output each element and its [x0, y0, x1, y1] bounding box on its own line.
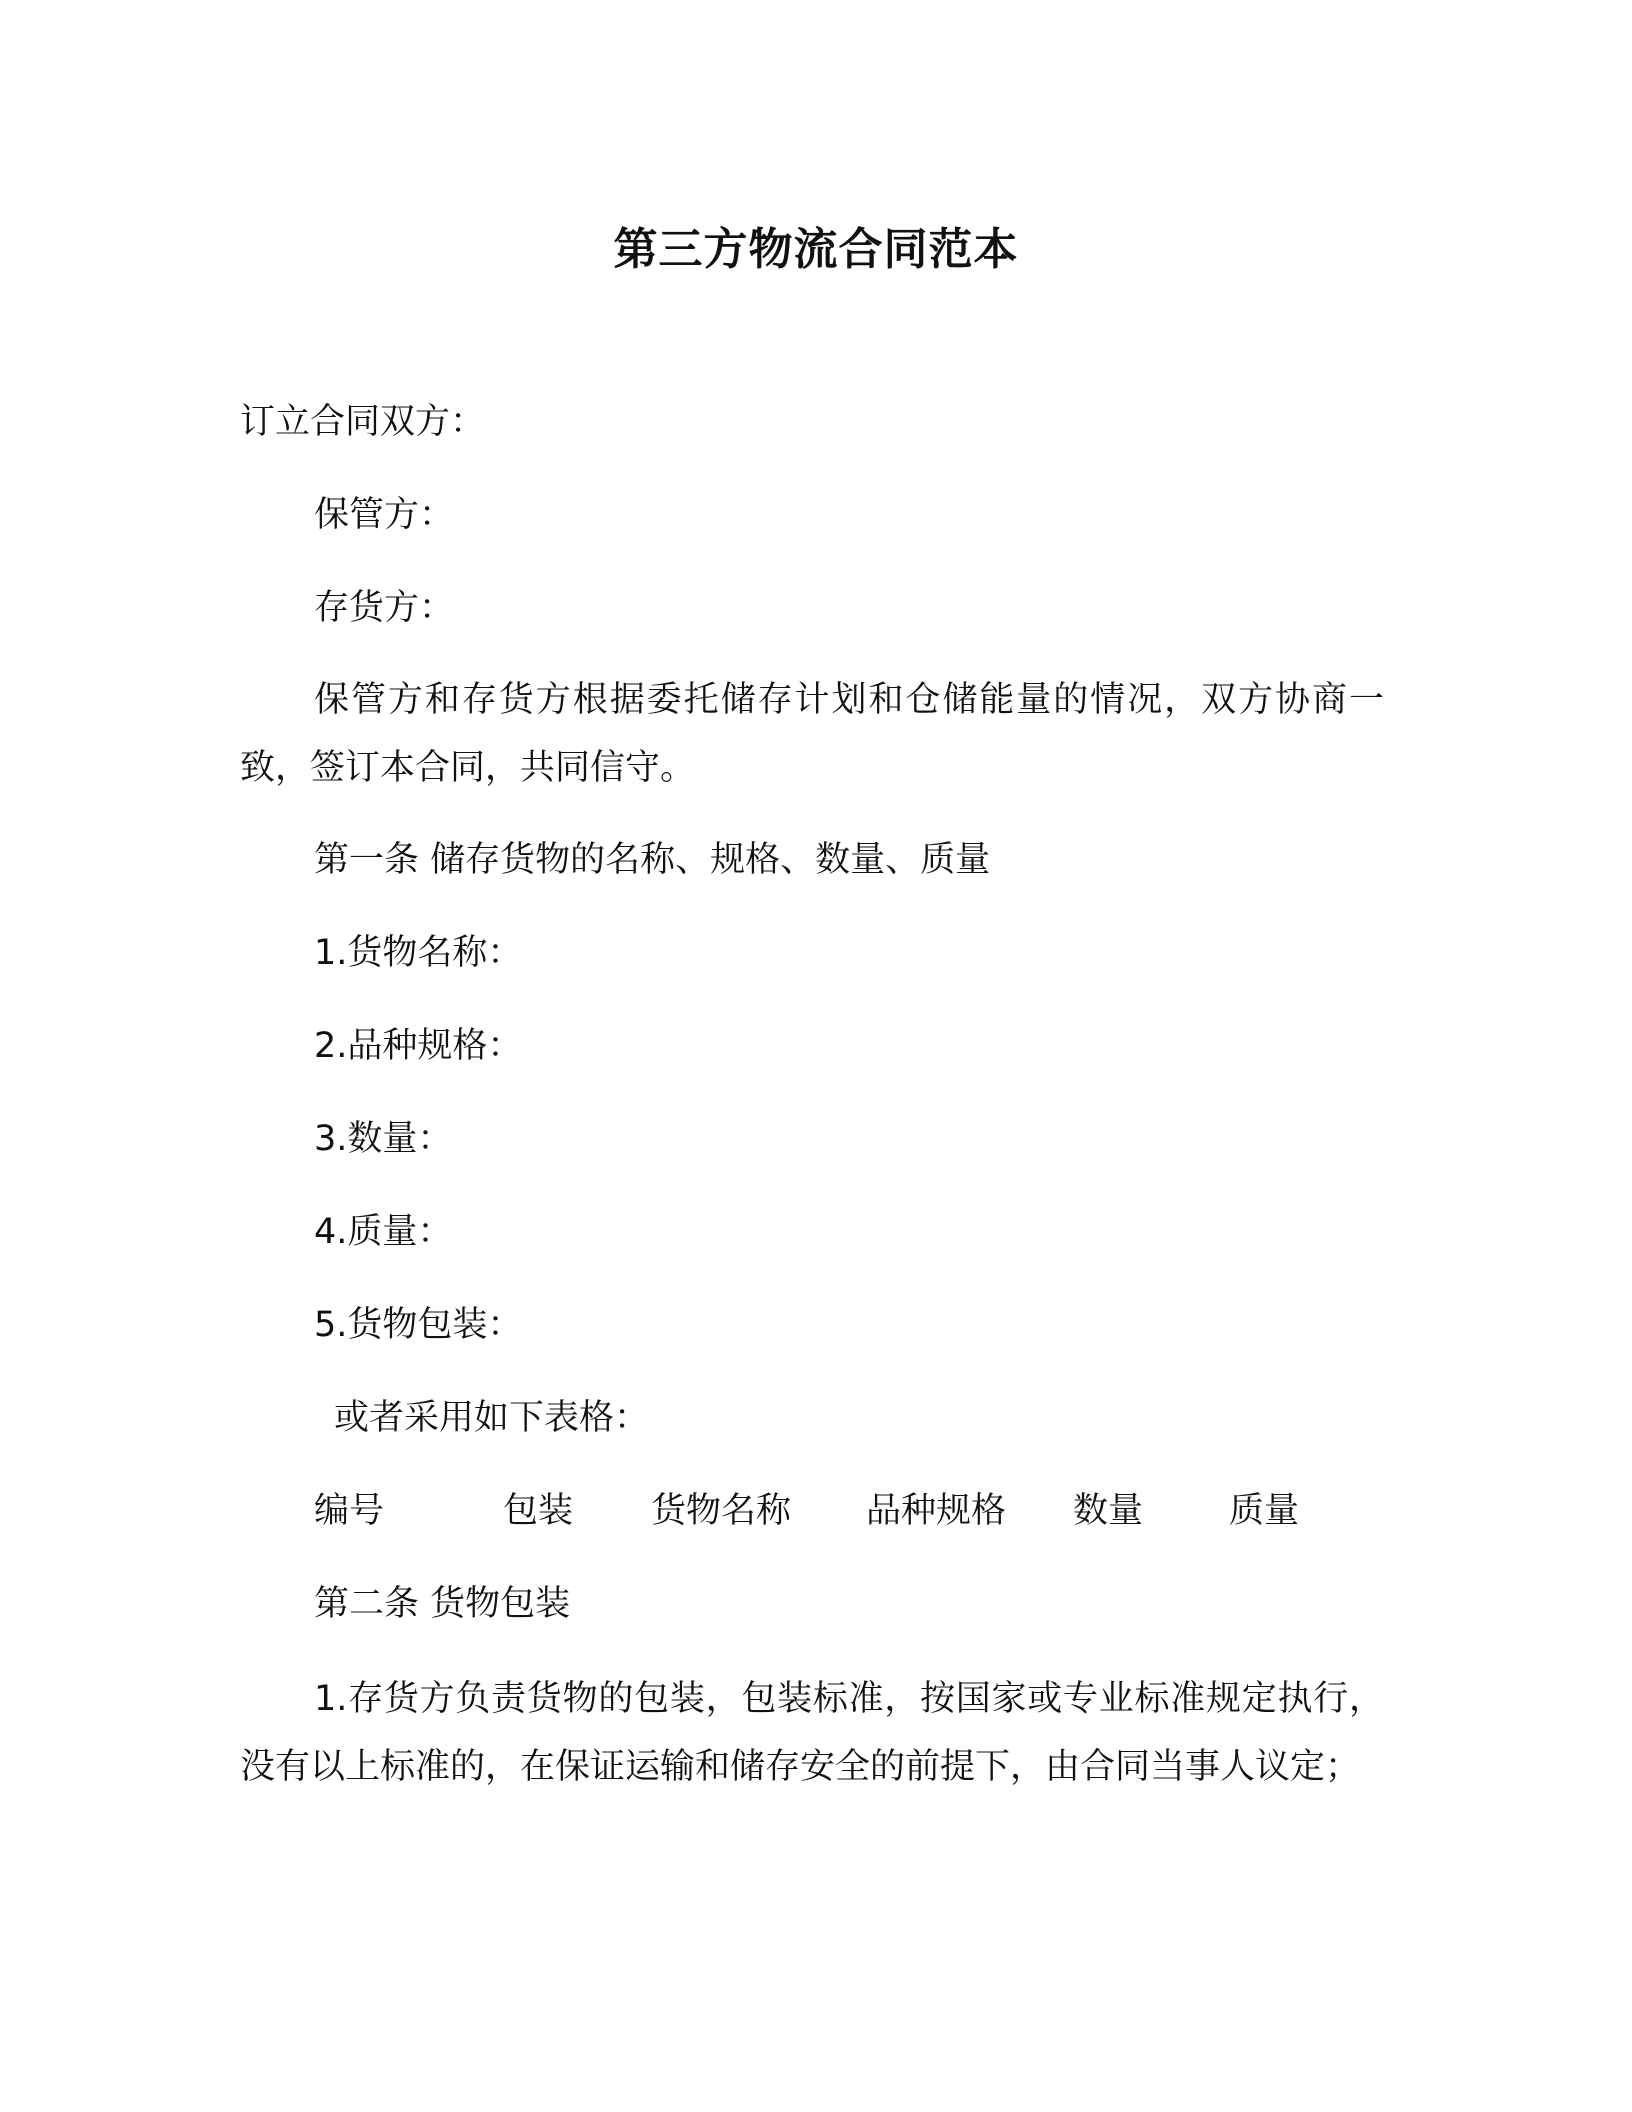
table-header-cell: 数量	[1073, 1491, 1144, 1531]
article2-item1: 1.存货方负责货物的包装，包装标准，按国家或专业标准规定执行，没有以上标准的，在保证运输和储存安全的前提下，由合同当事人议定；	[240, 1679, 1384, 1787]
article1-item: 1.货物名称：	[314, 933, 523, 973]
parties-heading: 订立合同双方：	[240, 402, 486, 442]
table-header-cell: 包装	[503, 1491, 574, 1531]
depositor-label: 存货方：	[314, 588, 455, 628]
custodian-label: 保管方：	[314, 495, 455, 535]
article1-item: 4.质量：	[314, 1212, 453, 1252]
article1-item: 5.货物包装：	[314, 1305, 523, 1345]
table-intro: 或者采用如下表格：	[334, 1398, 650, 1438]
document-title: 第三方物流合同范本	[613, 224, 1019, 275]
table-header-cell: 品种规格	[866, 1491, 1007, 1531]
table-header-cell: 质量	[1229, 1491, 1300, 1531]
article1-heading: 第一条 储存货物的名称、规格、数量、质量	[314, 840, 991, 880]
article2-heading: 第二条 货物包装	[314, 1584, 571, 1624]
intro-paragraph: 保管方和存货方根据委托储存计划和仓储能量的情况，双方协商一致，签订本合同，共同信守。	[240, 680, 1384, 788]
article1-item: 3.数量：	[314, 1119, 453, 1159]
article1-item: 2.品种规格：	[314, 1026, 523, 1066]
table-header-cell: 编号	[314, 1491, 385, 1531]
table-header-cell: 货物名称	[651, 1491, 792, 1531]
